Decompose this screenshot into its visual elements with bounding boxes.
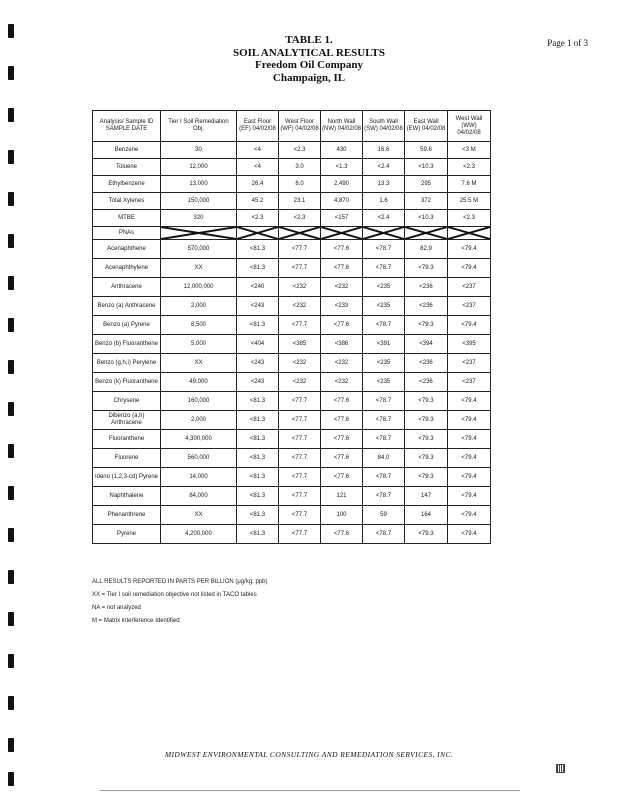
east-floor-cell: <81.3 bbox=[237, 240, 279, 259]
west-floor-cell: <77.7 bbox=[279, 506, 321, 525]
table-row bbox=[93, 259, 491, 278]
south-wall-cell: 59 bbox=[363, 506, 405, 525]
south-wall-cell: <2.4 bbox=[363, 210, 405, 227]
east-wall-cell: <79.3 bbox=[405, 449, 448, 468]
header-south-wall: South Wall (SW) 04/02/08 bbox=[363, 111, 405, 142]
crossed-cell bbox=[448, 227, 491, 240]
header-north-wall: North Wall (NW) 04/02/08 bbox=[321, 111, 363, 142]
notes bbox=[92, 576, 268, 628]
crossed-cell bbox=[237, 227, 279, 240]
analyte-cell: Benzo (a) Anthracene bbox=[93, 297, 161, 316]
south-wall-cell: <78.7 bbox=[363, 430, 405, 449]
south-wall-cell: <391 bbox=[363, 335, 405, 354]
north-wall-cell: <232 bbox=[321, 354, 363, 373]
crossed-cell bbox=[363, 227, 405, 240]
tier1-cell: XX bbox=[161, 259, 237, 278]
header-row bbox=[93, 111, 491, 142]
south-wall-cell: <78.7 bbox=[363, 411, 405, 430]
east-wall-cell: <394 bbox=[405, 335, 448, 354]
tier1-cell: 14,000 bbox=[161, 468, 237, 487]
note-xx: XX = Tier I soil remediation objective not listed in TACO tables bbox=[92, 592, 257, 598]
east-wall-cell: <236 bbox=[405, 373, 448, 392]
north-wall-cell: <77.6 bbox=[321, 240, 363, 259]
table-row bbox=[93, 525, 491, 544]
west-wall-cell: <79.4 bbox=[448, 487, 491, 506]
east-floor-cell: <81.3 bbox=[237, 259, 279, 278]
north-wall-cell: <233 bbox=[321, 297, 363, 316]
east-floor-cell: <81.3 bbox=[237, 468, 279, 487]
header-tier1: Tier I Soil Remediation Obj. bbox=[161, 111, 237, 142]
east-wall-cell: <236 bbox=[405, 278, 448, 297]
south-wall-cell: 1.6 bbox=[363, 193, 405, 210]
analyte-cell: Anthracene bbox=[93, 278, 161, 297]
crossed-cell bbox=[279, 227, 321, 240]
table-row bbox=[93, 354, 491, 373]
west-floor-cell: <77.7 bbox=[279, 392, 321, 411]
north-wall-cell: 430 bbox=[321, 142, 363, 159]
bottom-rule bbox=[100, 790, 520, 791]
north-wall-cell: <232 bbox=[321, 373, 363, 392]
table-row bbox=[93, 487, 491, 506]
east-wall-cell: <236 bbox=[405, 354, 448, 373]
south-wall-cell: <235 bbox=[363, 278, 405, 297]
west-wall-cell: <79.4 bbox=[448, 392, 491, 411]
east-floor-cell: <404 bbox=[237, 335, 279, 354]
analyte-cell: Fluorene bbox=[93, 449, 161, 468]
north-wall-cell: <232 bbox=[321, 278, 363, 297]
south-wall-cell: <78.7 bbox=[363, 487, 405, 506]
west-floor-cell: <77.7 bbox=[279, 259, 321, 278]
south-wall-cell: <78.7 bbox=[363, 240, 405, 259]
west-wall-cell: <79.4 bbox=[448, 506, 491, 525]
east-wall-cell: 372 bbox=[405, 193, 448, 210]
analyte-cell: Chrysene bbox=[93, 392, 161, 411]
header-west-wall: West Wall (WW) 04/02/08 bbox=[448, 111, 491, 142]
tier1-cell: 84,000 bbox=[161, 487, 237, 506]
west-floor-cell: <2.3 bbox=[279, 142, 321, 159]
analyte-cell: Phenanthrene bbox=[93, 506, 161, 525]
south-wall-cell: <2.4 bbox=[363, 159, 405, 176]
table-row bbox=[93, 176, 491, 193]
binder-hole bbox=[8, 486, 14, 500]
east-floor-cell: <2.3 bbox=[237, 210, 279, 227]
east-wall-cell: 82.9 bbox=[405, 240, 448, 259]
analyte-cell: Pyrene bbox=[93, 525, 161, 544]
binder-hole bbox=[8, 192, 14, 206]
east-floor-cell: <81.3 bbox=[237, 487, 279, 506]
east-floor-cell: <240 bbox=[237, 278, 279, 297]
table-row bbox=[93, 506, 491, 525]
results-table bbox=[92, 110, 491, 544]
east-floor-cell: <81.3 bbox=[237, 316, 279, 335]
tier1-cell: 13,000 bbox=[161, 176, 237, 193]
west-wall-cell: <79.4 bbox=[448, 430, 491, 449]
table-row bbox=[93, 411, 491, 430]
west-wall-cell: <237 bbox=[448, 278, 491, 297]
east-wall-cell: <236 bbox=[405, 297, 448, 316]
table-row bbox=[93, 193, 491, 210]
south-wall-cell: <235 bbox=[363, 373, 405, 392]
east-wall-cell: 295 bbox=[405, 176, 448, 193]
west-floor-cell: <232 bbox=[279, 373, 321, 392]
analyte-cell: MTBE bbox=[93, 210, 161, 227]
binder-hole bbox=[8, 108, 14, 122]
south-wall-cell: <235 bbox=[363, 297, 405, 316]
west-floor-cell: 3.0 bbox=[279, 159, 321, 176]
analyte-cell: Benzo (a) Pyrene bbox=[93, 316, 161, 335]
header-east-floor: East Floor (EF) 04/02/08 bbox=[237, 111, 279, 142]
north-wall-cell: <77.6 bbox=[321, 316, 363, 335]
note-units: ALL RESULTS REPORTED IN PARTS PER BILLION (μg/kg; ppb) bbox=[92, 579, 268, 585]
analyte-cell: Acenaphthylene bbox=[93, 259, 161, 278]
south-wall-cell: <78.7 bbox=[363, 259, 405, 278]
west-wall-cell: <79.4 bbox=[448, 411, 491, 430]
east-wall-cell: <10.3 bbox=[405, 210, 448, 227]
west-wall-cell: 7.6 M bbox=[448, 176, 491, 193]
location: Champaign, IL bbox=[272, 71, 346, 84]
binder-hole bbox=[8, 360, 14, 374]
binder-hole bbox=[8, 528, 14, 542]
east-floor-cell: 45.2 bbox=[237, 193, 279, 210]
east-wall-cell: <79.3 bbox=[405, 392, 448, 411]
binder-hole bbox=[8, 234, 14, 248]
binder-hole bbox=[8, 570, 14, 584]
table-row bbox=[93, 278, 491, 297]
west-wall-cell: <79.4 bbox=[448, 259, 491, 278]
south-wall-cell: 16.6 bbox=[363, 142, 405, 159]
binder-hole bbox=[8, 772, 14, 786]
tier1-cell: XX bbox=[161, 354, 237, 373]
header-east-wall: East Wall (EW) 04/02/08 bbox=[405, 111, 448, 142]
north-wall-cell: <77.6 bbox=[321, 259, 363, 278]
north-wall-cell: <77.6 bbox=[321, 392, 363, 411]
east-wall-cell: <79.3 bbox=[405, 430, 448, 449]
north-wall-cell: <77.6 bbox=[321, 525, 363, 544]
north-wall-cell: <77.6 bbox=[321, 411, 363, 430]
analyte-cell: Benzo (k) Fluoranthene bbox=[93, 373, 161, 392]
analyte-cell: Benzene bbox=[93, 142, 161, 159]
north-wall-cell: <157 bbox=[321, 210, 363, 227]
table-row bbox=[93, 210, 491, 227]
west-floor-cell: <77.7 bbox=[279, 487, 321, 506]
binder-hole bbox=[8, 150, 14, 164]
south-wall-cell: 84.0 bbox=[363, 449, 405, 468]
binder-hole bbox=[8, 276, 14, 290]
analyte-cell: Benzo (b) Fluoranthene bbox=[93, 335, 161, 354]
west-floor-cell: <385 bbox=[279, 335, 321, 354]
west-floor-cell: <77.7 bbox=[279, 525, 321, 544]
tier1-cell: 30 bbox=[161, 142, 237, 159]
binder-hole bbox=[8, 696, 14, 710]
tier1-cell: 570,000 bbox=[161, 240, 237, 259]
south-wall-cell: 13.3 bbox=[363, 176, 405, 193]
west-wall-cell: <79.4 bbox=[448, 449, 491, 468]
west-wall-cell: <237 bbox=[448, 373, 491, 392]
west-floor-cell: <232 bbox=[279, 297, 321, 316]
east-wall-cell: 59.6 bbox=[405, 142, 448, 159]
table-row bbox=[93, 392, 491, 411]
crossed-cell bbox=[161, 227, 237, 240]
east-floor-cell: <81.3 bbox=[237, 449, 279, 468]
west-wall-cell: <237 bbox=[448, 297, 491, 316]
east-floor-cell: 26.4 bbox=[237, 176, 279, 193]
north-wall-cell: 100 bbox=[321, 506, 363, 525]
table-row bbox=[93, 335, 491, 354]
pna-label: PNAs bbox=[93, 227, 161, 240]
tier1-cell: 12,000,000 bbox=[161, 278, 237, 297]
table-row bbox=[93, 316, 491, 335]
north-wall-cell: <386 bbox=[321, 335, 363, 354]
table-row bbox=[93, 240, 491, 259]
south-wall-cell: <78.7 bbox=[363, 525, 405, 544]
analyte-cell: Benzo (g,h,i) Perylene bbox=[93, 354, 161, 373]
tier1-cell: 320 bbox=[161, 210, 237, 227]
east-wall-cell: <79.3 bbox=[405, 411, 448, 430]
note-na: NA = not analyzed bbox=[92, 605, 141, 611]
east-floor-cell: <81.3 bbox=[237, 430, 279, 449]
analyte-cell: Toluene bbox=[93, 159, 161, 176]
pna-header-row bbox=[93, 227, 491, 240]
page-stamp bbox=[556, 764, 565, 773]
tier1-cell: 8,500 bbox=[161, 316, 237, 335]
binder-hole bbox=[8, 612, 14, 626]
east-wall-cell: <79.3 bbox=[405, 259, 448, 278]
table-row bbox=[93, 373, 491, 392]
west-floor-cell: <232 bbox=[279, 278, 321, 297]
header-west-floor: West Floor (WF) 04/02/08 bbox=[279, 111, 321, 142]
analyte-cell: Naphthalene bbox=[93, 487, 161, 506]
west-floor-cell: <77.7 bbox=[279, 430, 321, 449]
east-floor-cell: <243 bbox=[237, 354, 279, 373]
binder-hole bbox=[8, 402, 14, 416]
west-floor-cell: <2.3 bbox=[279, 210, 321, 227]
company-name: Freedom Oil Company bbox=[255, 59, 363, 71]
east-wall-cell: 147 bbox=[405, 487, 448, 506]
page-number: Page 1 of 3 bbox=[547, 38, 588, 48]
east-wall-cell: <79.3 bbox=[405, 316, 448, 335]
east-floor-cell: <4 bbox=[237, 159, 279, 176]
west-wall-cell: <395 bbox=[448, 335, 491, 354]
note-m: M = Matrix interference Identified bbox=[92, 618, 180, 624]
table-title: TABLE 1. bbox=[285, 34, 333, 46]
crossed-cell bbox=[321, 227, 363, 240]
analyte-cell: Total Xylenes bbox=[93, 193, 161, 210]
binder-hole bbox=[8, 444, 14, 458]
analyte-cell: Fluoranthene bbox=[93, 430, 161, 449]
west-wall-cell: <3 M bbox=[448, 142, 491, 159]
east-wall-cell: 164 bbox=[405, 506, 448, 525]
analyte-cell: Acenaphthene bbox=[93, 240, 161, 259]
east-floor-cell: <243 bbox=[237, 373, 279, 392]
tier1-cell: 2,000 bbox=[161, 297, 237, 316]
south-wall-cell: <235 bbox=[363, 354, 405, 373]
table-row bbox=[93, 159, 491, 176]
analyte-cell: Dibenzo (a,h) Anthracene bbox=[93, 411, 161, 430]
west-wall-cell: <2.3 bbox=[448, 159, 491, 176]
tier1-cell: 2,000 bbox=[161, 411, 237, 430]
west-floor-cell: 8.0 bbox=[279, 176, 321, 193]
tier1-cell: 560,000 bbox=[161, 449, 237, 468]
east-wall-cell: <79.3 bbox=[405, 468, 448, 487]
table-row bbox=[93, 142, 491, 159]
tier1-cell: 150,000 bbox=[161, 193, 237, 210]
binder-hole bbox=[8, 318, 14, 332]
east-floor-cell: <243 bbox=[237, 297, 279, 316]
west-floor-cell: <77.7 bbox=[279, 468, 321, 487]
crossed-cell bbox=[405, 227, 448, 240]
tier1-cell: XX bbox=[161, 506, 237, 525]
header-analysis: Analysis/ Sample ID SAMPLE DATE bbox=[93, 111, 161, 142]
west-wall-cell: <79.4 bbox=[448, 525, 491, 544]
north-wall-cell: 4,870 bbox=[321, 193, 363, 210]
east-floor-cell: <81.3 bbox=[237, 525, 279, 544]
north-wall-cell: <1.3 bbox=[321, 159, 363, 176]
tier1-cell: 4,200,000 bbox=[161, 525, 237, 544]
east-floor-cell: <81.3 bbox=[237, 411, 279, 430]
north-wall-cell: 121 bbox=[321, 487, 363, 506]
tier1-cell: 160,000 bbox=[161, 392, 237, 411]
east-wall-cell: <10.3 bbox=[405, 159, 448, 176]
table-row bbox=[93, 449, 491, 468]
west-floor-cell: <232 bbox=[279, 354, 321, 373]
pna-section-header bbox=[93, 227, 491, 240]
south-wall-cell: <78.7 bbox=[363, 316, 405, 335]
west-wall-cell: <237 bbox=[448, 354, 491, 373]
north-wall-cell: <77.6 bbox=[321, 468, 363, 487]
west-floor-cell: <77.7 bbox=[279, 449, 321, 468]
table-row bbox=[93, 430, 491, 449]
analyte-cell: Ethylbenzene bbox=[93, 176, 161, 193]
west-wall-cell: <79.4 bbox=[448, 240, 491, 259]
west-floor-cell: <77.7 bbox=[279, 411, 321, 430]
east-floor-cell: <81.3 bbox=[237, 506, 279, 525]
north-wall-cell: <77.6 bbox=[321, 430, 363, 449]
west-wall-cell: <79.4 bbox=[448, 468, 491, 487]
west-wall-cell: 25.5 M bbox=[448, 193, 491, 210]
pna-section bbox=[93, 240, 491, 544]
tier1-cell: 12,000 bbox=[161, 159, 237, 176]
table-row bbox=[93, 297, 491, 316]
west-floor-cell: <77.7 bbox=[279, 316, 321, 335]
east-floor-cell: <4 bbox=[237, 142, 279, 159]
north-wall-cell: 2,490 bbox=[321, 176, 363, 193]
analyte-cell: Ideno (1,2,3-cd) Pyrene bbox=[93, 468, 161, 487]
tier1-cell: 4,300,000 bbox=[161, 430, 237, 449]
footer-company: MIDWEST ENVIRONMENTAL CONSULTING AND REMEDIATION SERVICES, INC. bbox=[164, 750, 454, 759]
north-wall-cell: <77.6 bbox=[321, 449, 363, 468]
table-row bbox=[93, 468, 491, 487]
tier1-cell: 49,000 bbox=[161, 373, 237, 392]
west-floor-cell: <77.7 bbox=[279, 240, 321, 259]
east-wall-cell: <79.3 bbox=[405, 525, 448, 544]
west-floor-cell: 23.1 bbox=[279, 193, 321, 210]
east-floor-cell: <81.3 bbox=[237, 392, 279, 411]
west-wall-cell: <2.3 bbox=[448, 210, 491, 227]
south-wall-cell: <78.7 bbox=[363, 392, 405, 411]
report-title: SOIL ANALYTICAL RESULTS bbox=[232, 46, 386, 59]
west-wall-cell: <79.4 bbox=[448, 316, 491, 335]
south-wall-cell: <78.7 bbox=[363, 468, 405, 487]
title-block bbox=[0, 34, 618, 84]
binder-hole bbox=[8, 654, 14, 668]
voc-section bbox=[93, 142, 491, 227]
tier1-cell: 5,000 bbox=[161, 335, 237, 354]
